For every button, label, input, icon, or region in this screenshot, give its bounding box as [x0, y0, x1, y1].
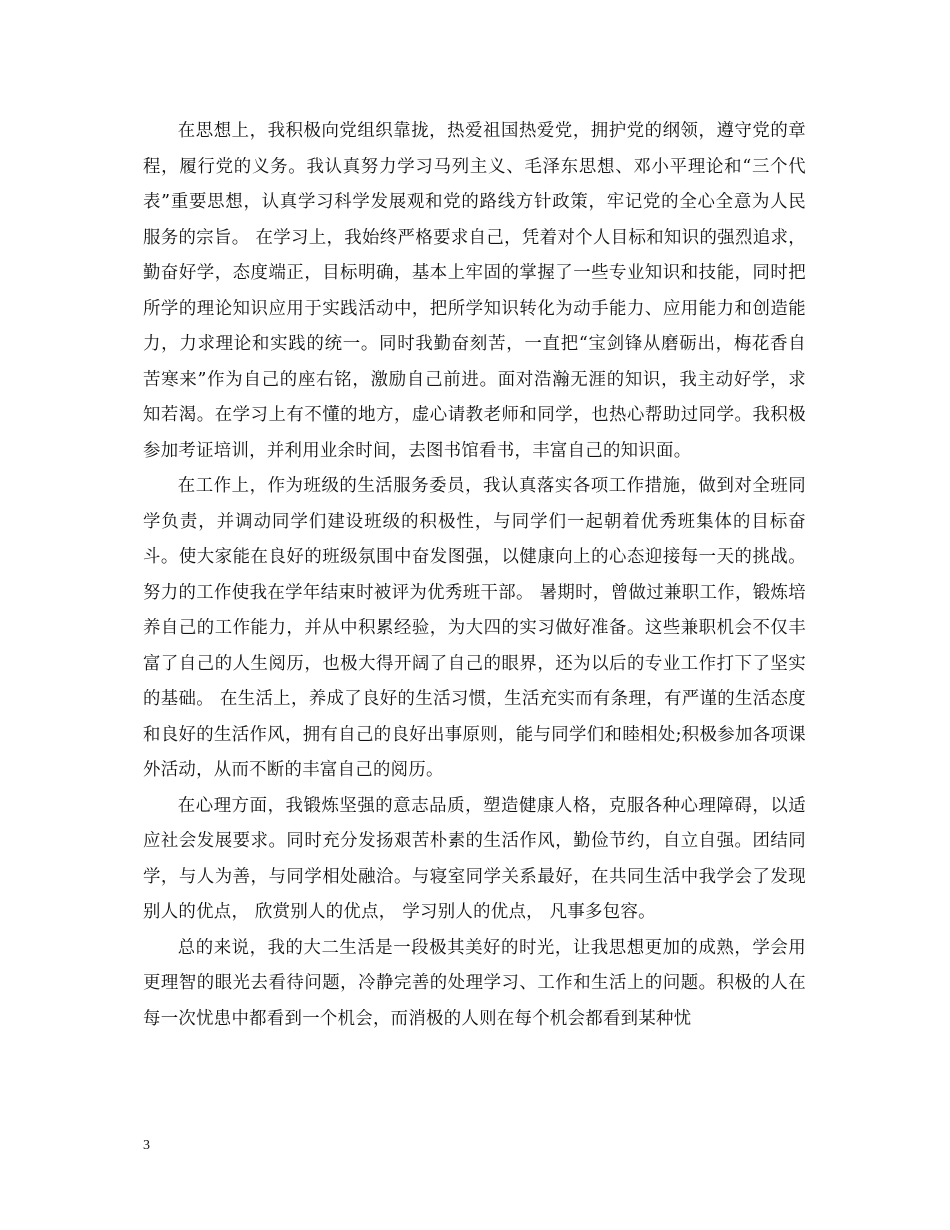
paragraph-4: 总的来说，我的大二生活是一段极其美好的时光，让我思想更加的成熟，学会用更理智的眼光去看待问题，冷静完善的处理学习、工作和生活上的问题。积极的人在每一次忧患中都看到一个机会，而消极的人则在每个机会都看到某种忧 [143, 937, 806, 1029]
page-number: 3 [143, 1138, 150, 1153]
paragraph-3: 在心理方面，我锻炼坚强的意志品质，塑造健康人格，克服各种心理障碍，以适应社会发展要求。同时充分发扬艰苦朴素的生活作风，勤俭节约，自立自强。团结同学，与人为善，与同学相处融洽。与寝室同学关系最好，在共同生活中我学会了发现别人的优点， 欣赏别人的优点， 学习别人的优点， 凡事多包容。 [143, 795, 806, 922]
document-body [143, 114, 806, 1037]
paragraph-2: 在工作上，作为班级的生活服务委员，我认真落实各项工作措施，做到对全班同学负责，并调动同学们建设班级的积极性，与同学们一起朝着优秀班集体的目标奋斗。使大家能在良好的班级氛围中奋发图强，以健康向上的心态迎接每一天的挑战。努力的工作使我在学年结束时被评为优秀班干部。 暑期时，曾做过兼职工作，锻炼培养自己的工作能力，并从中积累经验，为大四的实习做好准备。这些兼职机会不仅丰富了自己的人生阅历，也极大得开阔了自己的眼界，还为以后的专业工作打下了坚实的基础。 在生活上，养成了良好的生活习惯，生活充实而有条理，有严谨的生活态度和良好的生活作风，拥有自己的良好出事原则，能与同学们和睦相处;积极参加各项课外活动，从而不断的丰富自己的阅历。 [143, 476, 806, 780]
paragraph-1: 在思想上，我积极向党组织靠拢，热爱祖国热爱党，拥护党的纲领，遵守党的章程，履行党的义务。我认真努力学习马列主义、毛泽东思想、邓小平理论和“三个代表”重要思想，认真学习科学发展观和党的路线方针政策，牢记党的全心全意为人民服务的宗旨。 在学习上，我始终严格要求自己，凭着对个人目标和知识的强烈追求，勤奋好学，态度端正，目标明确，基本上牢固的掌握了一些专业知识和技能，同时把所学的理论知识应用于实践活动中，把所学知识转化为动手能力、应用能力和创造能力，力求理论和实践的统一。同时我勤奋刻苦，一直把“宝剑锋从磨砺出，梅花香自苦寒来”作为自己的座右铭，激励自己前进。面对浩瀚无涯的知识，我主动好学，求知若渴。在学习上有不懂的地方，虚心请教老师和同学，也热心帮助过同学。我积极参加考证培训，并利用业余时间，去图书馆看书，丰富自己的知识面。 [143, 121, 806, 461]
